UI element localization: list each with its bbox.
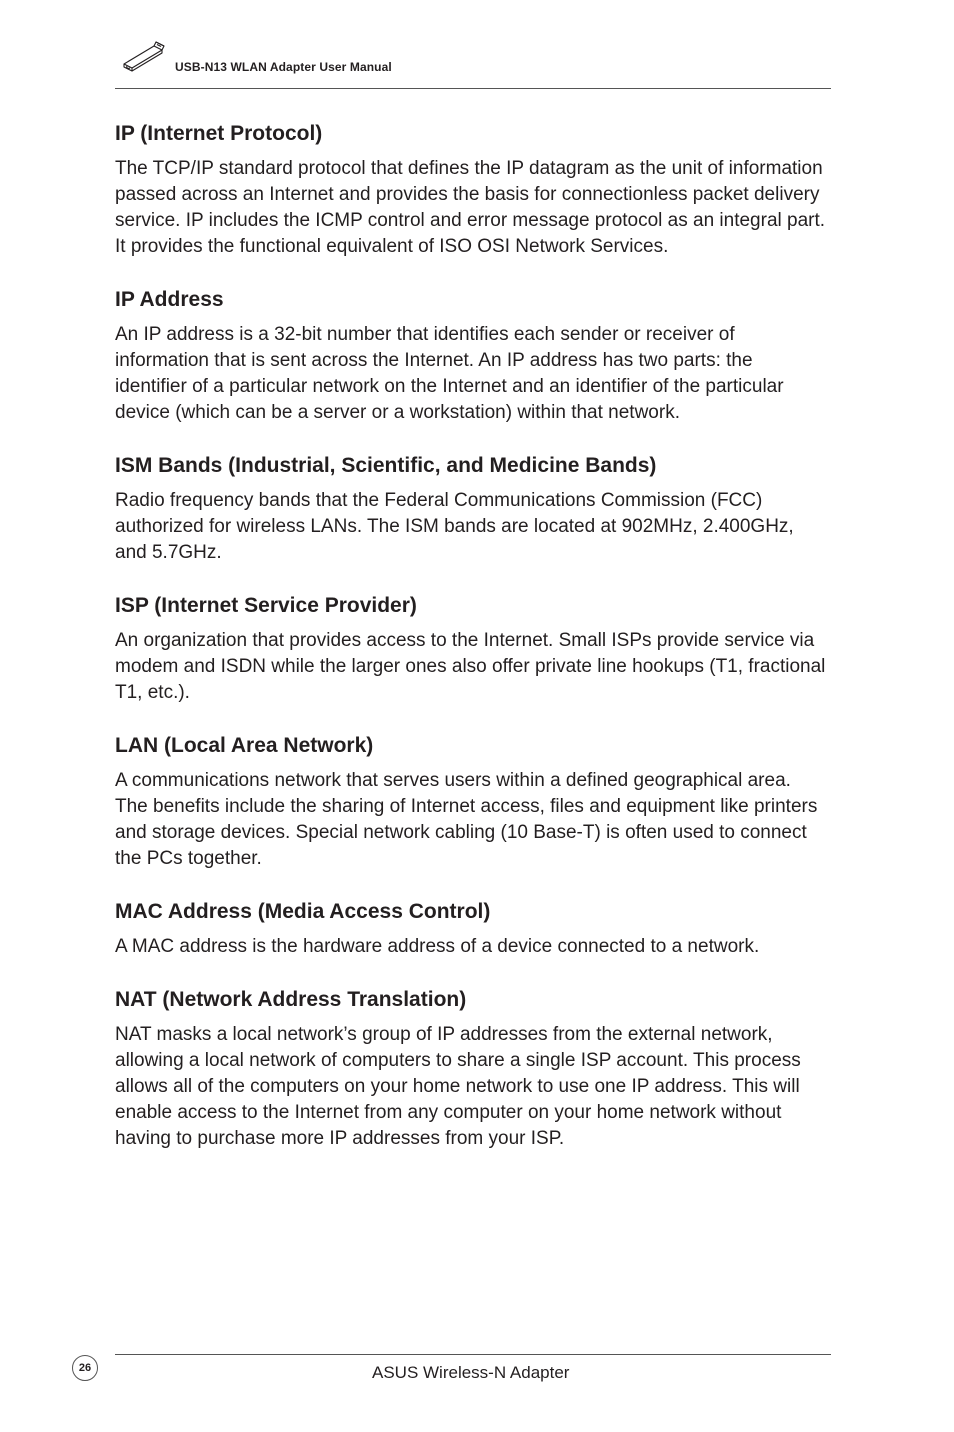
footer-product-name: ASUS Wireless-N Adapter <box>372 1363 570 1382</box>
entry-body: An IP address is a 32-bit number that identifies each sender or receiver of information that is sent across the Internet. An IP address has two parts: the identifier of a particular network on the Internet and an identifier of the particular device (which can be a server or a workstation) within that network. <box>115 324 784 423</box>
usb-adapter-icon <box>118 38 168 74</box>
entry-title: MAC Address (Media Access Control) <box>115 900 491 923</box>
glossary-entry-lan <box>115 733 831 872</box>
entry-title: NAT (Network Address Translation) <box>115 988 467 1011</box>
entry-body: Radio frequency bands that the Federal Communications Commission (FCC) authorized for wireless LANs. The ISM bands are located at 902MHz, 2.400GHz, and 5.7GHz. <box>115 490 794 563</box>
glossary-entry-mac-address <box>115 899 831 960</box>
entry-title: ISM Bands (Industrial, Scientific, and Medicine Bands) <box>115 454 657 477</box>
glossary-content <box>115 121 831 1179</box>
entry-body: An organization that provides access to the Internet. Small ISPs provide service via modem and ISDN while the larger ones also offer private line hookups (T1, fractional T1, etc.). <box>115 630 826 703</box>
glossary-entry-nat <box>115 987 831 1152</box>
glossary-entry-ism-bands <box>115 453 831 566</box>
page-footer <box>115 1354 831 1385</box>
entry-body: A communications network that serves users within a defined geographical area. The benefits include the sharing of Internet access, files and equipment like printers and storage devices. Special network cabling (10 Base-T) is often used to connect the PCs together. <box>115 770 818 869</box>
entry-title: ISP (Internet Service Provider) <box>115 594 417 617</box>
entry-title: LAN (Local Area Network) <box>115 734 374 757</box>
manual-title: USB-N13 WLAN Adapter User Manual <box>175 60 392 74</box>
page-number-badge: 26 <box>72 1355 98 1381</box>
entry-title: IP (Internet Protocol) <box>115 122 323 145</box>
entry-body: NAT masks a local network’s group of IP addresses from the external network, allowing a local network of computers to share a single ISP account. This process allows all of the computers on your home network to use one IP address. This will enable access to the Internet from any computer on your home network without having to purchase more IP addresses from your ISP. <box>115 1024 801 1149</box>
glossary-entry-ip <box>115 121 831 260</box>
entry-body: A MAC address is the hardware address of a device connected to a network. <box>115 936 760 957</box>
entry-body: The TCP/IP standard protocol that defines the IP datagram as the unit of information passed across an Internet and provides the basis for connectionless packet delivery service. IP includes the ICMP control and error message protocol as an integral part. It provides the functional equivalent of ISO OSI Network Services. <box>115 158 826 257</box>
glossary-entry-isp <box>115 593 831 706</box>
entry-title: IP Address <box>115 288 224 311</box>
page-header <box>115 38 831 89</box>
glossary-entry-ip-address <box>115 287 831 426</box>
